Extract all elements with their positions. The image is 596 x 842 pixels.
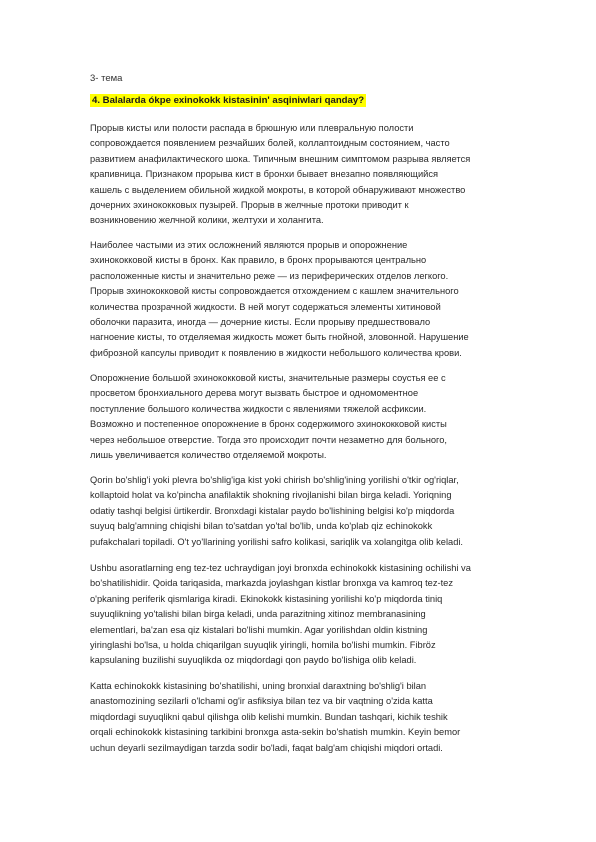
text-line: miqdordagi suyuqlikni qabul qilishga olib kelishi mumkin. Bundan tashqari, kichik teshik: [90, 711, 448, 722]
section-heading: [90, 95, 366, 106]
text-line: odatiy tashqi belgisi ürtikerdir. Bronxdagi kistalar paydo bo'lishining belgisi ko'p miqdorda: [90, 505, 455, 516]
text-line: дочерних эхинококковых пузырей. Прорыв в желчные протоки приводит к: [90, 200, 409, 211]
text-line: оболочки паразита, иногда — дочерние кисты. Если прорыву предшествовало: [90, 317, 431, 328]
text-line: Опорожнение большой эхинококковой кисты, значительные размеры соустья ее с: [90, 373, 446, 383]
text-line: количества прозрачной жидкости. В ней могут содержаться элементы хитиновой: [90, 301, 441, 312]
paragraph: [90, 679, 510, 756]
text-line: Ushbu asoratlarning eng tez-tez uchraydigan joyi bronxda echinokokk kistasining ochilishi va: [90, 563, 471, 573]
highlighted-heading-text: 4. Balalarda ókpe exinokokk kistasinin' asqiniwlari qanday?: [92, 95, 365, 106]
paragraph: [90, 238, 510, 361]
text-line: yiringlashi bo'lsa, u holda chiqarilgan suyuqlik yiringli, homila bo'lishi mumkin. Fibröz: [90, 640, 436, 651]
text-line: кашель с выделением обильной жидкой мокроты, в которой обнаруживают множество: [90, 184, 466, 195]
paragraph: [90, 473, 510, 550]
text-line: Прорыв эхинококковой кисты сопровождается отхождением с кашлем значительного: [90, 286, 459, 297]
text-line: uchun deyarli sezilmaydigan tarzda sodir bo'ladi, faqat balg'am chiqishi miqdori ortadi.: [90, 742, 443, 753]
text-line: o'pkaning periferik qismlariga kiradi. Ekinokokk kistasining yorilishi ko'p miqdorda tiniq: [90, 593, 443, 604]
text-line: Прорыв кисты или полости распада в брюшную или плевральную полости: [90, 123, 414, 133]
text-line: возникновению желчной колики, желтухи и холангита.: [90, 215, 324, 226]
paragraph: [90, 121, 510, 229]
text-line: просветом бронхиального дерева могут вызвать быстрое и одномоментное: [90, 388, 419, 399]
text-line: Возможно и постепенное опорожнение в бронх содержимого эхинококковой кисты: [90, 419, 447, 430]
text-line: pufakchalari topiladi. O't yo'llarining yorilishi safro kolikasi, sariqlik va xolangitga olib keladi.: [90, 536, 464, 547]
text-line: bo'shatilishidir. Qoida tariqasida, markazda joylashgan kistlar bronxga va kamroq tez-tez: [90, 578, 453, 589]
topic-label: 3- тема: [90, 73, 123, 84]
text-line: kollaptoid holat va ko'pincha anafilaktik shokning rivojlanishi bilan birga keladi. Yoriqning: [90, 490, 452, 501]
paragraph: [90, 561, 510, 669]
text-line: крапивница. Признаком прорыва кист в бронхи бывает внезапно появляющийся: [90, 169, 439, 180]
text-line: эхинококковой кисты в бронх. Как правило, в бронх прорываются центрально: [90, 255, 427, 266]
text-line: kapsulaning buzilishi suyuqlikda oz miqdordagi qon paydo bo'lishiga olib keladi.: [90, 655, 417, 666]
text-line: расположенные кисты и значительно реже — из периферических отделов легкого.: [90, 270, 449, 281]
text-line: suyuq balg'amning chiqishi bilan to'satdan yo'tal bo'lib, unda ko'plab qiz echinokokk: [90, 521, 433, 532]
text-line: anastomozining sezilarli o'lchami og'ir asfiksiya bilan tez va bir vaqtning o'zida katta: [90, 696, 433, 707]
text-line: Qorin bo'shlig'i yoki plevra bo'shlig'iga kist yoki chirish bo'shlig'ining yorilishi o'tkir og'riqlar,: [90, 475, 459, 485]
text-line: Наиболее частыми из этих осложнений являются прорыв и опорожнение: [90, 240, 408, 250]
text-line: поступление большого количества жидкости с явлениями тяжелой асфиксии.: [90, 403, 427, 414]
text-line: elementlari, ba'zan esa qiz kistalari bo'lishi mumkin. Agar yorilishdan oldin kistning: [90, 624, 428, 635]
text-line: orqali echinokokk kistasining tarkibini bronxga asta-sekin bo'shatish mumkin. Keyin bemor: [90, 727, 461, 738]
text-line: развитием анафилактического шока. Типичным внешним симптомом разрыва является: [90, 153, 471, 164]
text-line: нагноение кисты, то отделяемая жидкость может быть гнойной, зловонной. Нарушение: [90, 332, 469, 343]
text-line: через небольшое отверстие. Тогда это происходит почти незаметно для больного,: [90, 434, 447, 445]
text-line: сопровождается появлением резчайших болей, коллаптоидным состоянием, часто: [90, 138, 450, 149]
paragraph: [90, 371, 510, 463]
text-line: suyuqlikning yo'talishi bilan birga keladi, unda parazitning xitinoz membranasining: [90, 609, 426, 620]
text-line: лишь увеличивается количество отделяемой мокроты.: [90, 450, 327, 461]
text-line: фиброзной капсулы приводит к появлению в жидкости небольшого количества крови.: [90, 347, 462, 358]
text-line: Katta echinokokk kistasining bo'shatilishi, uning bronxial daraxtning bo'shlig'i bilan: [90, 681, 427, 691]
